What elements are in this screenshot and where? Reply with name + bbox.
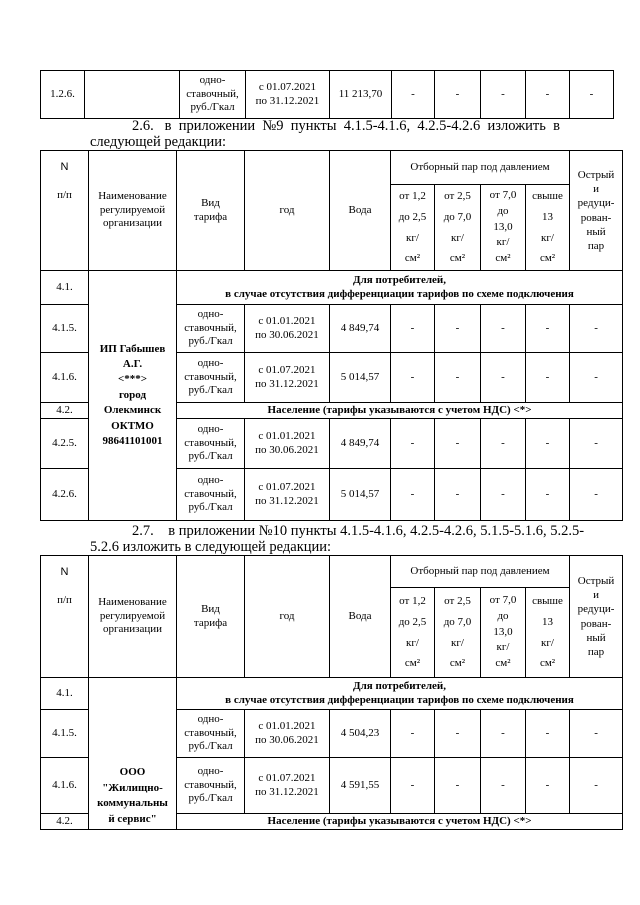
steam-value: - bbox=[391, 353, 435, 403]
steam-value: - bbox=[570, 469, 623, 521]
steam-value: - bbox=[526, 71, 570, 119]
tariff-type: одно- ставочный, руб./Гкал bbox=[177, 305, 245, 353]
steam-value: - bbox=[570, 758, 623, 814]
row-number: 1.2.6. bbox=[41, 71, 85, 119]
water-value: 4 849,74 bbox=[330, 305, 391, 353]
header-type: Вид тарифа bbox=[177, 151, 245, 271]
steam-value: - bbox=[391, 305, 435, 353]
header-sharp-steam: Острый и редуци- рован- ный пар bbox=[570, 556, 623, 678]
paragraph-2-7-line1: 2.7. в приложении №10 пункты 4.1.5-4.1.6, 4.2.5-4.2.6, 5.1.5-5.1.6, 5.2.5- bbox=[132, 523, 585, 539]
header-steam: Отборный пар под давлением bbox=[391, 556, 570, 588]
steam-value: - bbox=[435, 419, 481, 469]
steam-value: - bbox=[391, 469, 435, 521]
period: с 01.01.2021 по 30.06.2021 bbox=[245, 305, 330, 353]
header-year: год bbox=[245, 556, 330, 678]
header-steam-2: от 2,5 до 7,0 кг/ см² bbox=[435, 588, 481, 678]
steam-value: - bbox=[526, 305, 570, 353]
header-steam-4: свыше 13 кг/ см² bbox=[526, 185, 570, 271]
steam-value: - bbox=[526, 758, 570, 814]
steam-value: - bbox=[481, 305, 526, 353]
steam-value: - bbox=[435, 758, 481, 814]
header-year: год bbox=[245, 151, 330, 271]
row-number: 4.1.6. bbox=[41, 758, 89, 814]
tariff-table-top bbox=[40, 70, 614, 119]
section-heading: Население (тарифы указываются с учетом НДС) <*> bbox=[177, 403, 623, 419]
table-row bbox=[41, 678, 623, 710]
tariff-type: одно- ставочный, руб./Гкал bbox=[177, 419, 245, 469]
steam-value: - bbox=[392, 71, 435, 119]
water-value: 5 014,57 bbox=[330, 353, 391, 403]
row-number: 4.2. bbox=[41, 403, 89, 419]
steam-value: - bbox=[570, 419, 623, 469]
row-number: 4.1.5. bbox=[41, 710, 89, 758]
header-nn: п/п bbox=[57, 593, 72, 606]
paragraph-2-6-line1: 2.6. в приложении №9 пункты 4.1.5-4.1.6, 4.2.5-4.2.6 изложить в bbox=[132, 118, 560, 134]
steam-value: - bbox=[570, 71, 614, 119]
paragraph-2-6-line2: следующей редакции: bbox=[90, 134, 227, 150]
header-water: Вода bbox=[330, 151, 391, 271]
water-value: 11 213,70 bbox=[330, 71, 392, 119]
row-number: 4.1.5. bbox=[41, 305, 89, 353]
steam-value: - bbox=[570, 710, 623, 758]
header-steam-4: свыше 13 кг/ см² bbox=[526, 588, 570, 678]
row-number: 4.1.6. bbox=[41, 353, 89, 403]
tariff-type: одно- ставочный, руб./Гкал bbox=[177, 469, 245, 521]
header-steam-3: от 7,0 до 13,0 кг/ см² bbox=[481, 185, 526, 271]
steam-value: - bbox=[481, 419, 526, 469]
steam-value: - bbox=[526, 419, 570, 469]
period: с 01.01.2021 по 30.06.2021 bbox=[245, 419, 330, 469]
header-org: Наименование регулируемой организации bbox=[89, 151, 177, 271]
period: с 01.01.2021 по 30.06.2021 bbox=[245, 710, 330, 758]
row-number: 4.2.6. bbox=[41, 469, 89, 521]
steam-value: - bbox=[481, 353, 526, 403]
section-heading: Для потребителей, в случае отсутствия дифференциации тарифов по схеме подключения bbox=[177, 678, 623, 710]
header-n: N bbox=[60, 161, 69, 173]
tariff-type: одно- ставочный, руб./Гкал bbox=[177, 353, 245, 403]
steam-value: - bbox=[481, 469, 526, 521]
steam-value: - bbox=[570, 353, 623, 403]
table-row bbox=[41, 71, 614, 119]
steam-value: - bbox=[391, 758, 435, 814]
tariff-type: одно- ставочный, руб./Гкал bbox=[180, 71, 246, 119]
steam-value: - bbox=[435, 71, 481, 119]
water-value: 4 849,74 bbox=[330, 419, 391, 469]
header-type: Вид тарифа bbox=[177, 556, 245, 678]
steam-value: - bbox=[391, 710, 435, 758]
table-header-row bbox=[41, 556, 623, 588]
steam-value: - bbox=[481, 710, 526, 758]
tariff-table-appendix-9 bbox=[40, 150, 623, 521]
row-number: 4.1. bbox=[41, 678, 89, 710]
steam-value: - bbox=[526, 353, 570, 403]
steam-value: - bbox=[435, 353, 481, 403]
header-steam-3: от 7,0 до 13,0 кг/ см² bbox=[481, 588, 526, 678]
org-name: ООО "Жилищно- коммунальны й сервис" bbox=[89, 678, 177, 830]
steam-value: - bbox=[481, 71, 526, 119]
header-water: Вода bbox=[330, 556, 391, 678]
steam-value: - bbox=[526, 710, 570, 758]
period: с 01.07.2021 по 31.12.2021 bbox=[245, 758, 330, 814]
header-nn: п/п bbox=[57, 188, 72, 201]
row-number: 4.2.5. bbox=[41, 419, 89, 469]
table-row bbox=[41, 271, 623, 305]
header-sharp-steam: Острый и редуци- рован- ный пар bbox=[570, 151, 623, 271]
row-number: 4.1. bbox=[41, 271, 89, 305]
header-steam-1: от 1,2 до 2,5 кг/ см² bbox=[391, 185, 435, 271]
paragraph-2-7-line2: 5.2.6 изложить в следующей редакции: bbox=[90, 539, 332, 555]
steam-value: - bbox=[435, 305, 481, 353]
tariff-table-appendix-10 bbox=[40, 555, 623, 830]
steam-value: - bbox=[435, 710, 481, 758]
header-org: Наименование регулируемой организации bbox=[89, 556, 177, 678]
header-steam: Отборный пар под давлением bbox=[391, 151, 570, 185]
water-value: 5 014,57 bbox=[330, 469, 391, 521]
header-n: N bbox=[60, 566, 69, 578]
steam-value: - bbox=[391, 419, 435, 469]
steam-value: - bbox=[570, 305, 623, 353]
tariff-type: одно- ставочный, руб./Гкал bbox=[177, 710, 245, 758]
steam-value: - bbox=[526, 469, 570, 521]
steam-value: - bbox=[481, 758, 526, 814]
row-number: 4.2. bbox=[41, 814, 89, 830]
table-header-row bbox=[41, 151, 623, 185]
org-name: ИП Габышев А.Г. <***> город Олекминск ОКТМО 98641101001 bbox=[89, 271, 177, 521]
header-number bbox=[41, 151, 89, 271]
section-heading: Население (тарифы указываются с учетом НДС) <*> bbox=[177, 814, 623, 830]
section-heading: Для потребителей, в случае отсутствия дифференциации тарифов по схеме подключения bbox=[177, 271, 623, 305]
org-cell bbox=[85, 71, 180, 119]
header-number bbox=[41, 556, 89, 678]
water-value: 4 504,23 bbox=[330, 710, 391, 758]
steam-value: - bbox=[435, 469, 481, 521]
period: с 01.07.2021 по 31.12.2021 bbox=[245, 353, 330, 403]
header-steam-2: от 2,5 до 7,0 кг/ см² bbox=[435, 185, 481, 271]
water-value: 4 591,55 bbox=[330, 758, 391, 814]
period: с 01.07.2021 по 31.12.2021 bbox=[245, 469, 330, 521]
header-steam-1: от 1,2 до 2,5 кг/ см² bbox=[391, 588, 435, 678]
tariff-type: одно- ставочный, руб./Гкал bbox=[177, 758, 245, 814]
period: с 01.07.2021 по 31.12.2021 bbox=[246, 71, 330, 119]
